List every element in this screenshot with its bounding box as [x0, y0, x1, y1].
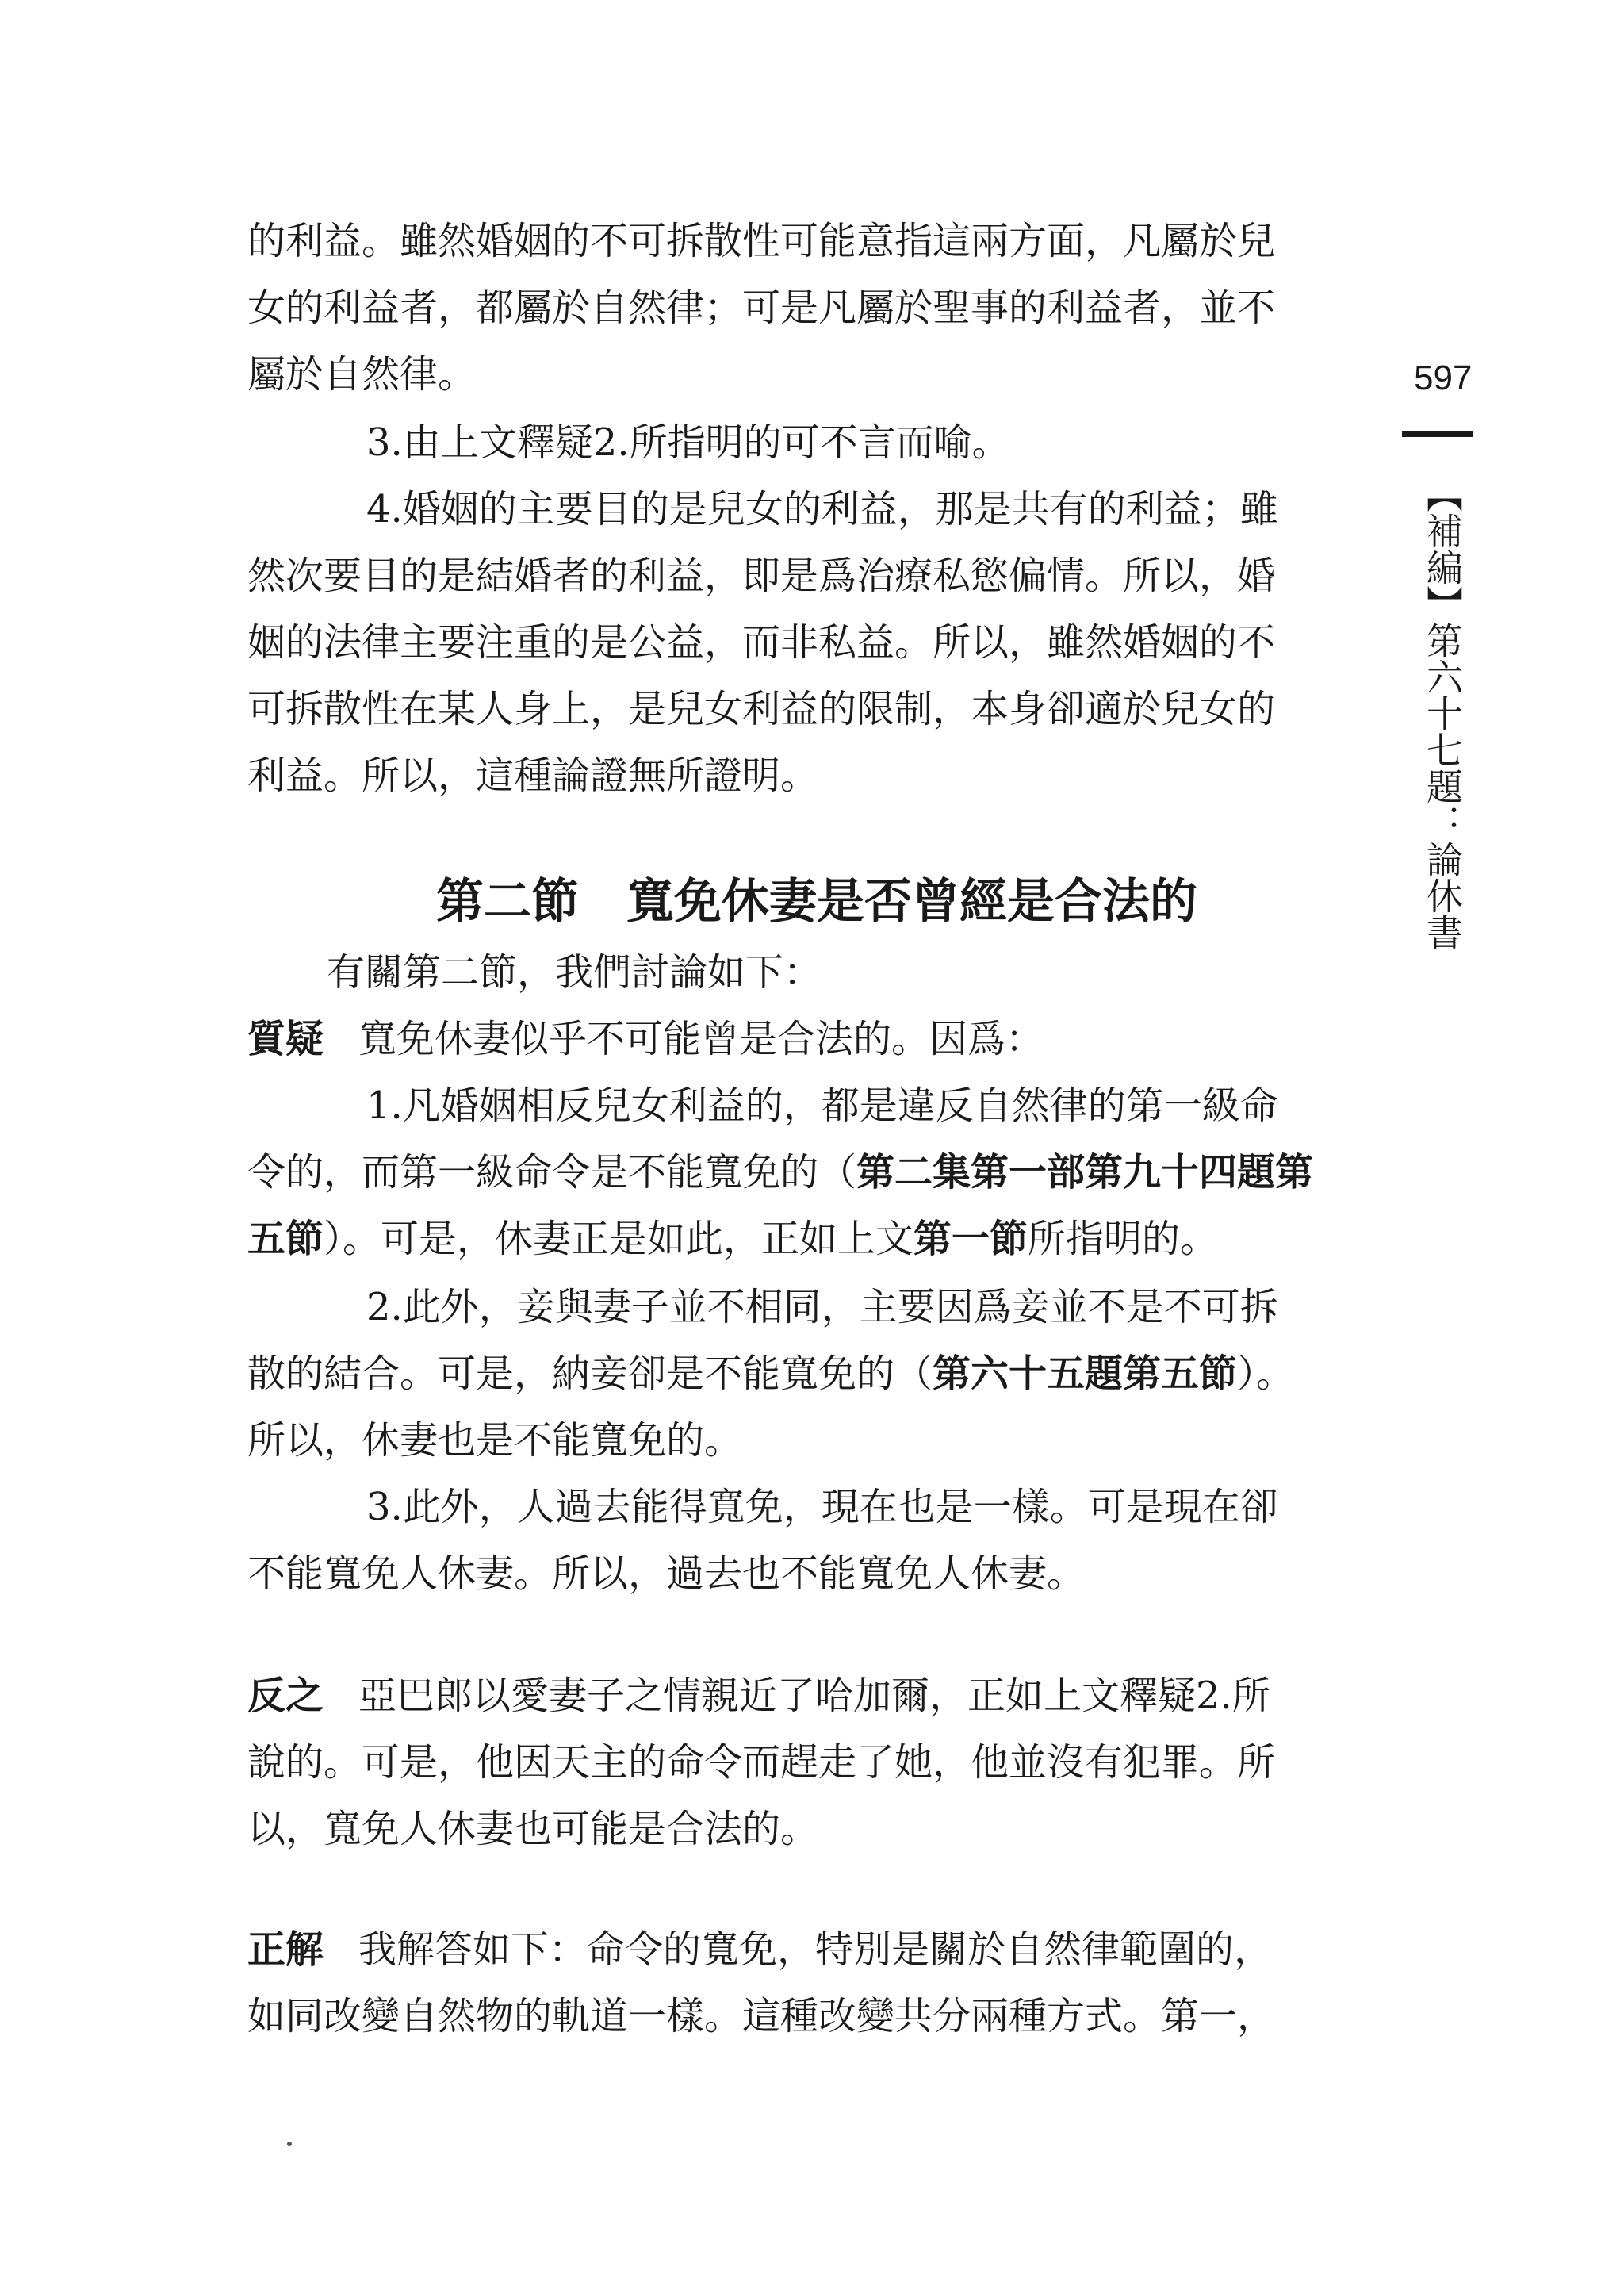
text-run: 我解答如下：命令的寬免，特別是關於自然律範圍的， — [358, 1927, 1273, 1972]
paragraph-line: 以，寬免人休妻也可能是合法的。 — [247, 1807, 819, 1851]
paragraph-line: 的利益。雖然婚姻的不可拆散性可能意指這兩方面，凡屬於兒 — [247, 219, 1276, 263]
objection-text: 寬免休妻似乎不可能曾是合法的。因爲： — [358, 1017, 1044, 1061]
paragraph-line: 1.凡婚姻相反兒女利益的，都是違反自然律的第一級命 — [366, 1083, 1278, 1128]
paragraph-line: 3.由上文釋疑2.所指明的可不言而喻。 — [366, 420, 1010, 465]
citation-reference: 五節 — [247, 1217, 324, 1261]
citation-reference: 第二集第一部第九十四題第 — [856, 1150, 1314, 1194]
paragraph-line — [247, 1350, 1294, 1398]
paragraph-line: 說的。可是，他因天主的命令而趕走了她，他並沒有犯罪。所 — [247, 1740, 1276, 1785]
answer-line — [247, 1926, 1272, 1973]
paragraph-line: 4.婚姻的主要目的是兒女的利益，那是共有的利益；雖 — [366, 487, 1278, 531]
paragraph-line: 如同改變自然物的軌道一樣。這種改變共分兩種方式。第一， — [247, 1994, 1276, 2038]
paragraph-line — [247, 1148, 1313, 1196]
paragraph-line: 可拆散性在某人身上，是兒女利益的限制，本身卻適於兒女的 — [247, 687, 1276, 731]
text-run: 所指明的。 — [1028, 1217, 1219, 1261]
paragraph-line: 2.此外，妾與妻子並不相同，主要因爲妾並不是不可拆 — [366, 1285, 1278, 1329]
paragraph-line: 屬於自然律。 — [247, 352, 477, 397]
text-run: 散的結合。可是，納妾卻是不能寬免的（ — [247, 1352, 933, 1396]
citation-reference: 第六十五題第五節 — [933, 1352, 1238, 1396]
side-rule-divider — [1402, 431, 1473, 437]
paragraph-line: 女的利益者，都屬於自然律；可是凡屬於聖事的利益者，並不 — [247, 286, 1276, 330]
running-header: 【補編】第六十七題：論休書 — [1421, 476, 1464, 950]
paragraph-line: 然次要目的是結婚者的利益，即是爲治療私慾偏情。所以，婚 — [247, 554, 1276, 598]
text-run: 亞巴郎以愛妻子之情親近了哈加爾，正如上文釋疑2.所 — [358, 1674, 1270, 1718]
paragraph-line: 利益。所以，這種論證無所證明。 — [247, 753, 819, 798]
objection-line — [247, 1015, 1044, 1063]
answer-label: 正解 — [247, 1927, 324, 1972]
citation-reference: 第一節 — [914, 1217, 1028, 1261]
paragraph-line: 不能寬免人休妻。所以，過去也不能寬免人休妻。 — [247, 1551, 1086, 1596]
contrary-line — [247, 1672, 1270, 1720]
text-run: ）。 — [1237, 1352, 1295, 1396]
paragraph-line: 姻的法律主要注重的是公益，而非私益。所以，雖然婚姻的不 — [247, 620, 1276, 665]
paragraph-line — [247, 1215, 1218, 1263]
paragraph-line: 3.此外，人過去能得寬免，現在也是一樣。可是現在卻 — [366, 1485, 1278, 1529]
contrary-label: 反之 — [247, 1674, 324, 1718]
section-intro: 有關第二節，我們討論如下： — [327, 950, 822, 995]
text-run: 令的，而第一級命令是不能寬免的（ — [247, 1150, 857, 1194]
section-heading: 第二節 寬免休妻是否曾經是合法的 — [436, 874, 1197, 930]
page-number: 597 — [1414, 359, 1473, 397]
text-run: ）。可是，休妻正是如此，正如上文 — [324, 1217, 914, 1261]
objection-label: 質疑 — [247, 1017, 324, 1061]
paragraph-line: 所以，休妻也是不能寬免的。 — [247, 1418, 743, 1463]
scan-speck — [287, 2142, 292, 2146]
